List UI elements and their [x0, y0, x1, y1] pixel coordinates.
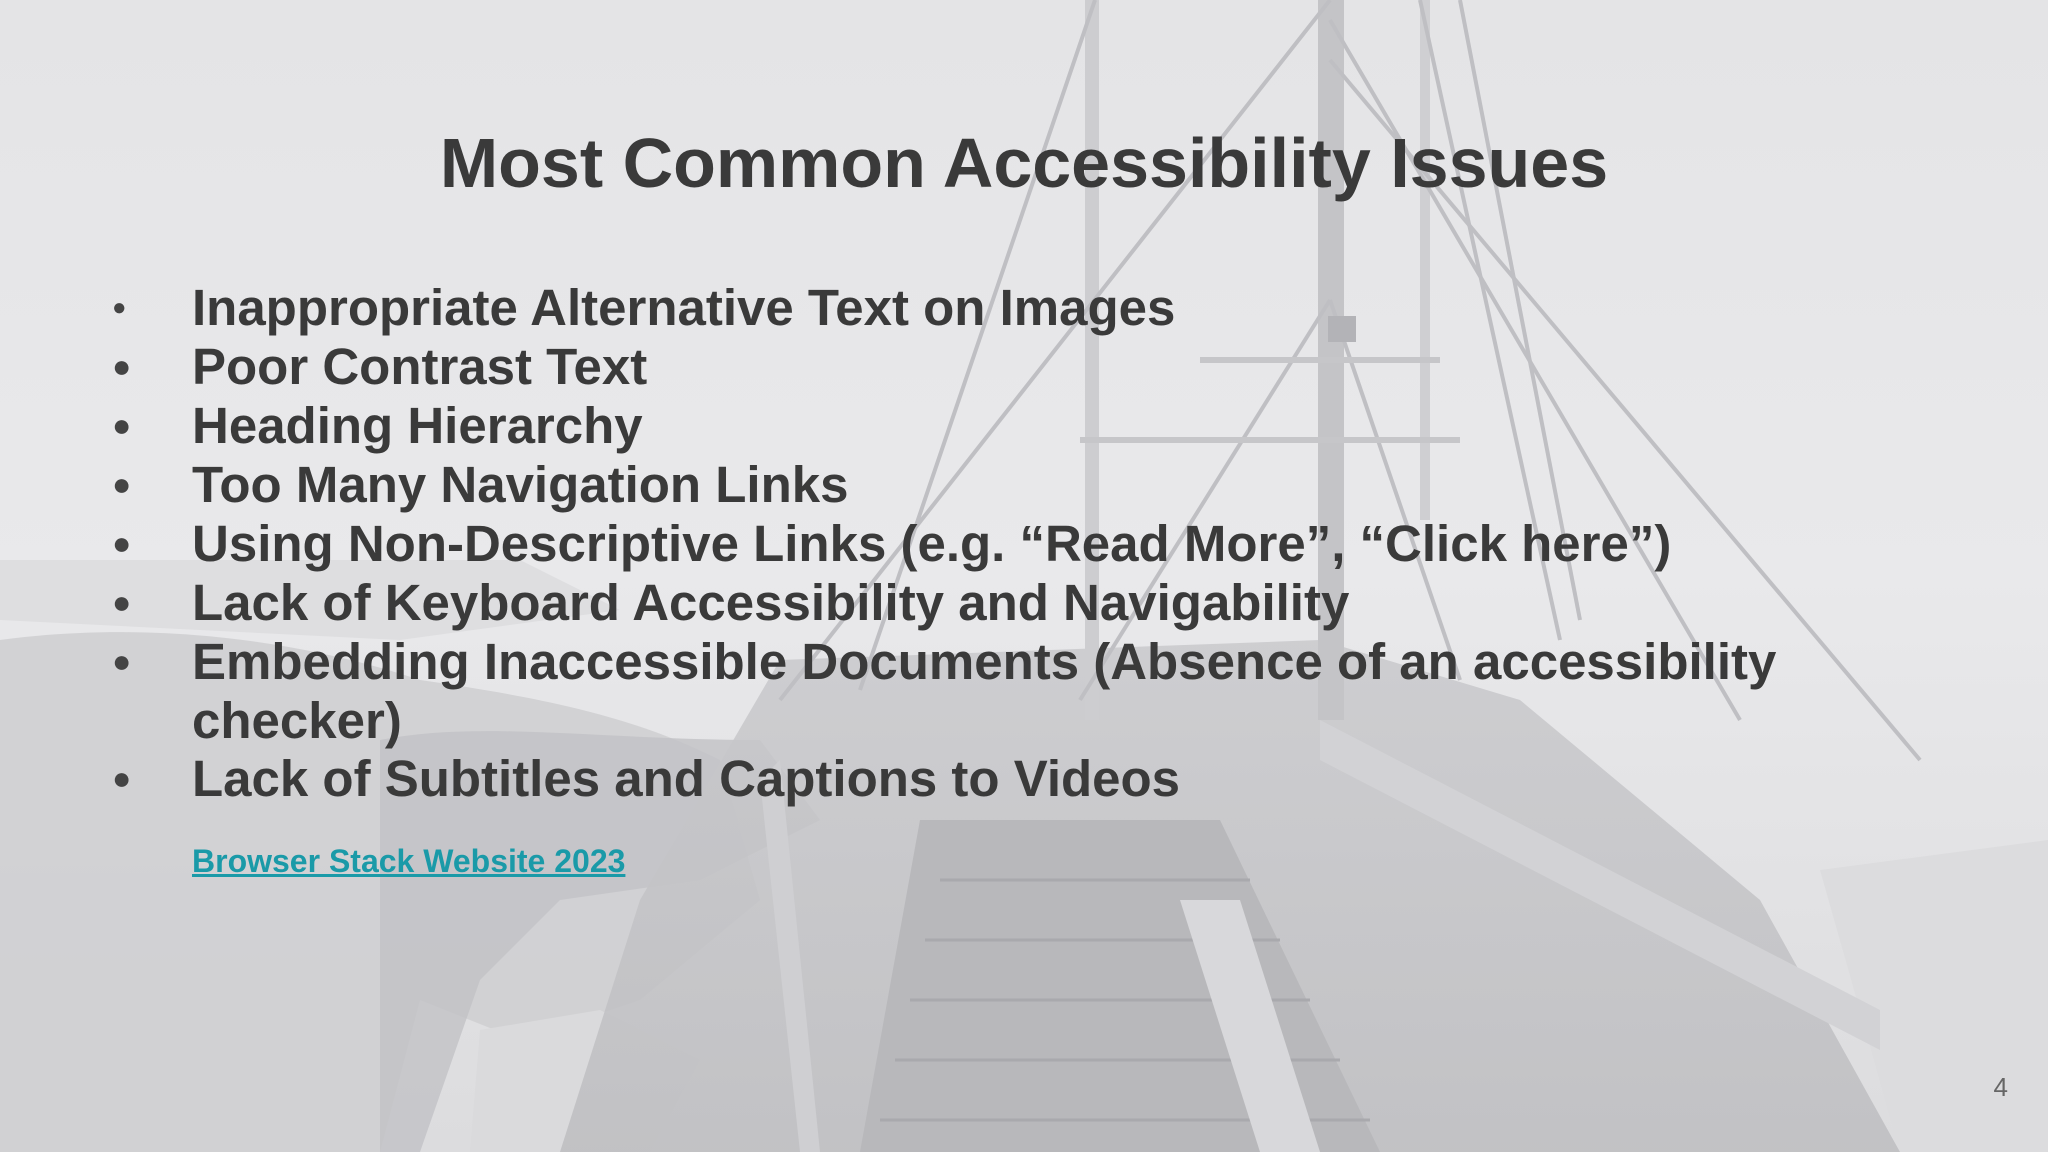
source-link[interactable]: Browser Stack Website 2023 [192, 843, 626, 879]
page-number: 4 [1993, 1072, 2008, 1102]
bullet-icon: ● [112, 294, 127, 321]
bullet-text: Poor Contrast Text [192, 338, 648, 395]
bullet-icon: ● [112, 760, 132, 796]
bullet-text: Heading Hierarchy [192, 397, 643, 454]
bullet-icon: ● [112, 643, 132, 679]
bullet-icon: ● [112, 348, 132, 384]
bullet-text: Lack of Subtitles and Captions to Videos [192, 750, 1181, 807]
bullet-text: Embedding Inaccessible Documents (Absence of an accessibility checker) [192, 633, 1777, 749]
bullet-icon: ● [112, 466, 132, 502]
bullet-text: Too Many Navigation Links [192, 456, 849, 513]
bullet-text: Inappropriate Alternative Text on Images [192, 279, 1176, 336]
bullet-icon: ● [112, 407, 132, 443]
bullet-icon: ● [112, 584, 132, 620]
slide-title: Most Common Accessibility Issues [439, 124, 1609, 202]
bullet-text: Lack of Keyboard Accessibility and Navigability [192, 574, 1350, 631]
bullet-icon: ● [112, 525, 132, 561]
bullet-text: Using Non-Descriptive Links (e.g. “Read More”, “Click here”) [192, 515, 1672, 572]
